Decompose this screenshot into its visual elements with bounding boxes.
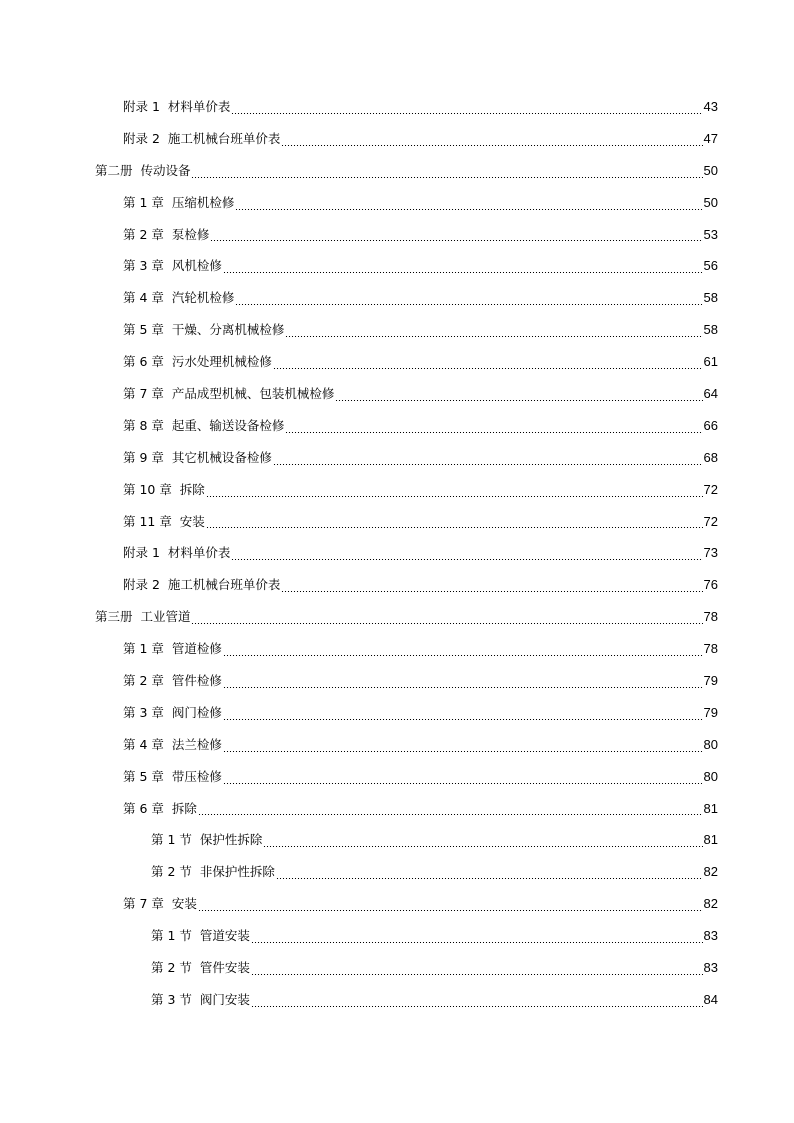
toc-entry-page-number: 47	[703, 130, 718, 146]
toc-entry-page-number: 80	[703, 736, 718, 752]
toc-entry-title: 第 6 章 拆除	[123, 800, 197, 816]
toc-entry-title: 第二册 传动设备	[95, 162, 191, 178]
toc-entry[interactable]	[0, 282, 794, 314]
toc-entry[interactable]	[0, 250, 794, 282]
toc-entry[interactable]	[0, 314, 794, 346]
toc-dot-leader	[210, 240, 702, 241]
toc-entry-page-number: 58	[703, 322, 718, 338]
toc-entry-title: 第 1 节 保护性拆除	[151, 832, 263, 848]
toc-entry-page-number: 50	[703, 194, 718, 210]
toc-dot-leader	[223, 655, 703, 656]
toc-entry-page-number: 82	[703, 896, 718, 912]
toc-entry[interactable]	[0, 442, 794, 474]
toc-entry-page-number: 50	[703, 162, 718, 178]
toc-entry[interactable]	[0, 920, 794, 952]
toc-dot-leader	[231, 113, 702, 114]
toc-entry-page-number: 80	[703, 768, 718, 784]
table-of-contents	[0, 91, 794, 1016]
toc-dot-leader	[223, 687, 703, 688]
toc-entry-page-number: 68	[703, 449, 718, 465]
toc-entry-title: 第 10 章 拆除	[123, 481, 205, 497]
toc-entry[interactable]	[0, 761, 794, 793]
toc-entry-title: 第 1 章 压缩机检修	[123, 194, 235, 210]
toc-entry-title: 第 9 章 其它机械设备检修	[123, 449, 272, 465]
toc-entry-page-number: 76	[703, 577, 718, 593]
toc-entry[interactable]	[0, 952, 794, 984]
toc-dot-leader	[251, 942, 703, 943]
toc-entry-title: 第三册 工业管道	[95, 609, 191, 625]
toc-entry-title: 第 3 章 阀门检修	[123, 704, 222, 720]
toc-entry[interactable]	[0, 91, 794, 123]
toc-dot-leader	[191, 177, 702, 178]
toc-entry[interactable]	[0, 729, 794, 761]
toc-entry-page-number: 79	[703, 672, 718, 688]
toc-dot-leader	[223, 783, 703, 784]
toc-entry-title: 第 7 章 安装	[123, 896, 197, 912]
toc-entry-title: 第 2 章 管件检修	[123, 672, 222, 688]
toc-entry-page-number: 61	[703, 354, 718, 370]
toc-entry[interactable]	[0, 410, 794, 442]
toc-entry-title: 第 5 章 带压检修	[123, 768, 222, 784]
toc-entry-page-number: 66	[703, 417, 718, 433]
toc-entry[interactable]	[0, 665, 794, 697]
toc-entry-page-number: 58	[703, 290, 718, 306]
toc-dot-leader	[198, 910, 703, 911]
toc-entry[interactable]	[0, 984, 794, 1016]
toc-dot-leader	[251, 974, 703, 975]
toc-entry[interactable]	[0, 123, 794, 155]
toc-entry-title: 第 8 章 起重、输送设备检修	[123, 417, 285, 433]
toc-entry-title: 第 5 章 干燥、分离机械检修	[123, 322, 285, 338]
toc-entry-title: 第 1 节 管道安装	[151, 928, 250, 944]
toc-dot-leader	[335, 400, 702, 401]
toc-dot-leader	[223, 751, 703, 752]
toc-entry-title: 附录 1 材料单价表	[123, 545, 231, 561]
toc-dot-leader	[235, 209, 702, 210]
toc-entry-title: 第 7 章 产品成型机械、包装机械检修	[123, 385, 335, 401]
toc-entry-page-number: 73	[703, 545, 718, 561]
toc-entry-page-number: 79	[703, 704, 718, 720]
toc-entry[interactable]	[0, 697, 794, 729]
toc-entry-title: 第 3 章 风机检修	[123, 258, 222, 274]
toc-entry[interactable]	[0, 219, 794, 251]
toc-entry-page-number: 82	[703, 864, 718, 880]
toc-entry[interactable]	[0, 569, 794, 601]
toc-entry-title: 第 6 章 污水处理机械检修	[123, 354, 272, 370]
toc-entry-title: 附录 2 施工机械台班单价表	[123, 577, 281, 593]
toc-entry-title: 第 2 节 非保护性拆除	[151, 864, 275, 880]
toc-entry-page-number: 78	[703, 641, 718, 657]
toc-entry-page-number: 64	[703, 385, 718, 401]
toc-dot-leader	[223, 719, 703, 720]
toc-entry-title: 附录 1 材料单价表	[123, 98, 231, 114]
toc-entry[interactable]	[0, 888, 794, 920]
toc-entry[interactable]	[0, 633, 794, 665]
toc-entry[interactable]	[0, 506, 794, 538]
toc-dot-leader	[263, 846, 702, 847]
toc-entry-title: 第 2 节 管件安装	[151, 959, 250, 975]
toc-entry-page-number: 83	[703, 928, 718, 944]
toc-dot-leader	[273, 368, 703, 369]
toc-dot-leader	[206, 527, 703, 528]
toc-entry-title: 第 1 章 管道检修	[123, 641, 222, 657]
toc-entry[interactable]	[0, 824, 794, 856]
toc-entry-page-number: 81	[703, 800, 718, 816]
toc-entry[interactable]	[0, 346, 794, 378]
toc-entry-title: 第 4 章 法兰检修	[123, 736, 222, 752]
toc-dot-leader	[198, 814, 703, 815]
toc-entry[interactable]	[0, 856, 794, 888]
toc-dot-leader	[281, 591, 702, 592]
toc-dot-leader	[191, 623, 702, 624]
toc-entry[interactable]	[0, 378, 794, 410]
toc-entry-page-number: 81	[703, 832, 718, 848]
toc-dot-leader	[285, 336, 702, 337]
toc-dot-leader	[251, 1006, 703, 1007]
toc-entry[interactable]	[0, 601, 794, 633]
toc-entry[interactable]	[0, 187, 794, 219]
toc-entry-page-number: 56	[703, 258, 718, 274]
toc-entry-page-number: 83	[703, 959, 718, 975]
toc-entry-page-number: 72	[703, 481, 718, 497]
toc-entry-page-number: 53	[703, 226, 718, 242]
toc-entry[interactable]	[0, 155, 794, 187]
toc-entry-title: 第 2 章 泵检修	[123, 226, 210, 242]
toc-dot-leader	[235, 304, 702, 305]
toc-entry-title: 第 11 章 安装	[123, 513, 205, 529]
toc-entry-title: 第 4 章 汽轮机检修	[123, 290, 235, 306]
toc-dot-leader	[285, 432, 702, 433]
toc-dot-leader	[206, 496, 703, 497]
toc-entry[interactable]	[0, 537, 794, 569]
toc-entry-title: 第 3 节 阀门安装	[151, 991, 250, 1007]
toc-dot-leader	[281, 145, 702, 146]
toc-entry-page-number: 84	[703, 991, 718, 1007]
toc-entry-title: 附录 2 施工机械台班单价表	[123, 130, 281, 146]
toc-dot-leader	[223, 272, 703, 273]
toc-dot-leader	[276, 878, 703, 879]
toc-entry-page-number: 43	[703, 98, 718, 114]
toc-entry-page-number: 72	[703, 513, 718, 529]
toc-entry[interactable]	[0, 793, 794, 825]
toc-dot-leader	[231, 559, 702, 560]
toc-dot-leader	[273, 464, 703, 465]
toc-entry-page-number: 78	[703, 609, 718, 625]
toc-entry[interactable]	[0, 474, 794, 506]
